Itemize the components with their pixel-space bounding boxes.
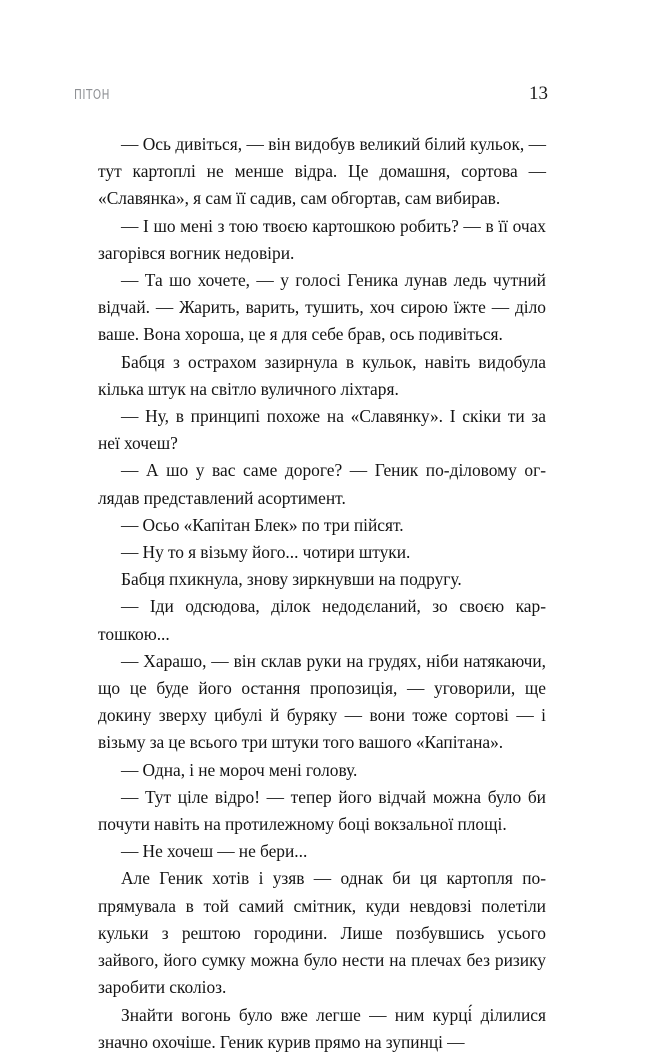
paragraph: — Не хочеш — не бери... bbox=[121, 841, 308, 862]
paragraph: Але Геник хотів і узяв — однак би ця картопля попрямувала в той самий смітник, куди невдовзі полетіли кульки з рештою городини. Лише позбувшись усього зайвого, його сумку можна було нести на плечах без ризику заробити сколіоз. bbox=[98, 868, 546, 998]
running-head bbox=[0, 83, 660, 110]
paragraph: — Та шо хочете, — у голосі Геника лунав ледь чутний відчай. — Жарить, варить, тушить, хоч сирою їжте — діло ваше. Вона хороша, це я для себе брав, ось подивіться. bbox=[98, 270, 546, 345]
paragraph: — А шо у вас саме дороге? — Геник по-діловому оглядав представлений асортимент. bbox=[98, 460, 546, 508]
running-head-title: ПІТОН bbox=[74, 87, 110, 103]
paragraph: Бабця з острахом зазирнула в кульок, навіть видобула кілька штук на світло вуличного ліхтаря. bbox=[98, 351, 546, 399]
paragraph: — Осьо «Капітан Блек» по три пійсят. bbox=[121, 514, 404, 535]
paragraph: — Тут ціле відро! — тепер його відчай можна було би почути навіть на протилежному боці вокзальної площі. bbox=[98, 786, 546, 835]
paragraph: — Ось дивіться, — він видобув великий білий кульок, — тут картоплі не менше відра. Це домашня, сортова — «Славянка», я сам її садив, сам обгортав, сам вибирав. bbox=[98, 134, 546, 209]
paragraph: Знайти вогонь було вже легше — ним курці́ ділилися значно охочіше. Геник курив прямо на зупинці — bbox=[98, 1004, 546, 1052]
paragraph: — Одна, і не мороч мені голову. bbox=[121, 759, 358, 780]
paragraph: — Харашо, — він склав руки на грудях, ніби натякаючи, що це буде його остання пропозиція, — уговорили, ще докину зверху цибулі й буряку — вони тоже сортові — і візьму за це всього три штуки того вашого «Капітана». bbox=[98, 650, 546, 753]
page-number: 13 bbox=[529, 83, 548, 104]
paragraph: — Іди одсюдова, ділок недодєланий, зо своєю картошкою... bbox=[98, 596, 546, 644]
body-text-block bbox=[98, 131, 546, 1056]
paragraph: — Ну то я візьму його... чотири штуки. bbox=[121, 542, 411, 563]
paragraph: Бабця пхикнула, знову зиркнувши на подругу. bbox=[121, 569, 462, 590]
paragraph: — Ну, в принципі похоже на «Славянку». І скіки ти за неї хочеш? bbox=[98, 406, 546, 454]
paragraph: — І шо мені з тою твоєю картошкою робить? — в її очах загорівся вогник недовіри. bbox=[98, 215, 546, 263]
